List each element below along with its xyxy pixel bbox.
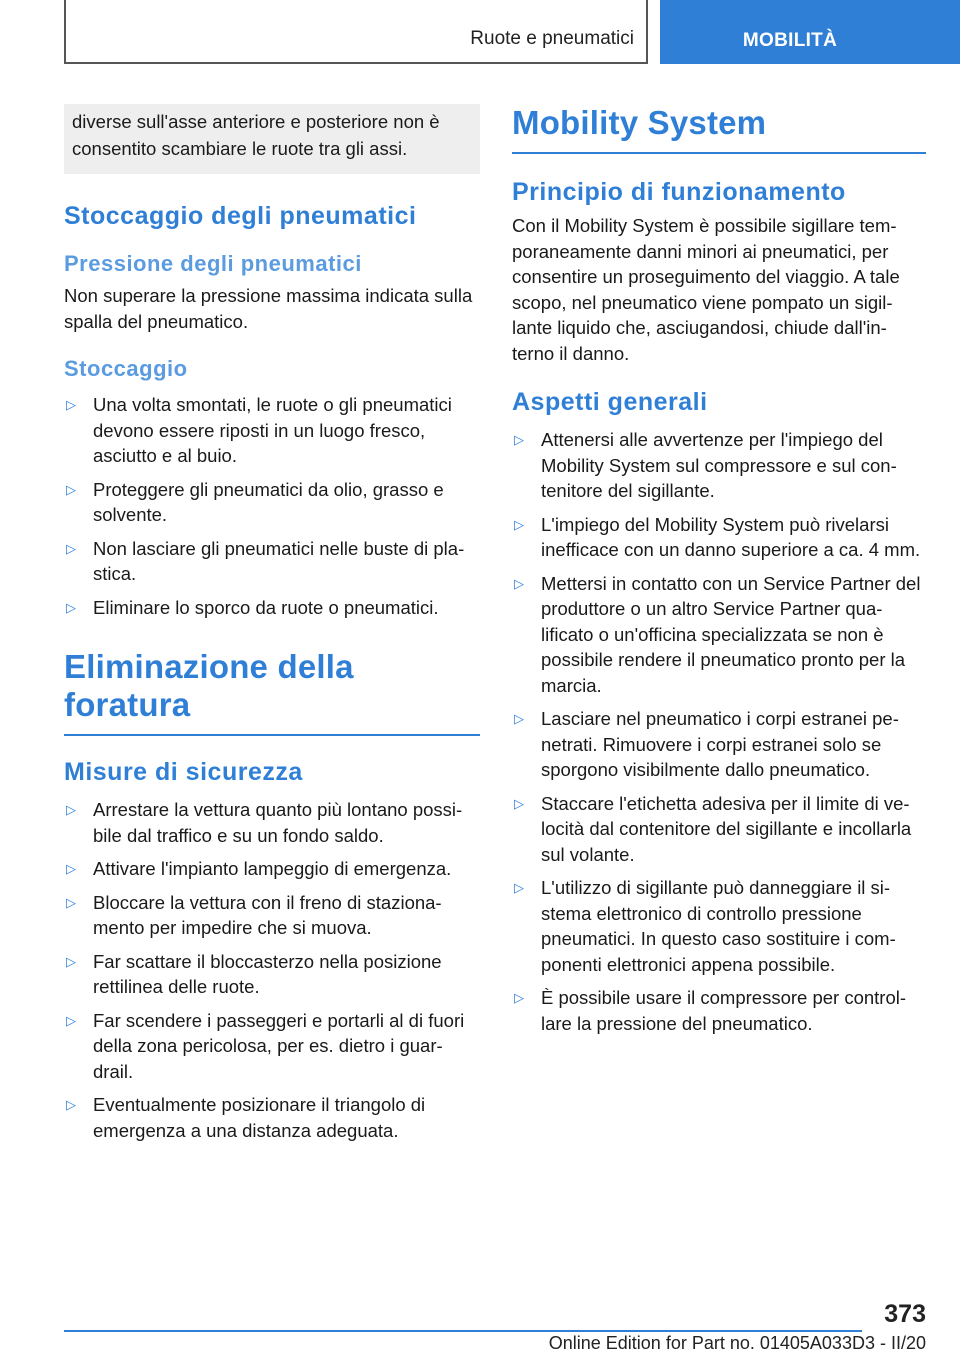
chapter-tab — [660, 0, 960, 64]
note-box — [64, 104, 480, 174]
principle-text: Con il Mobility System è possibile sigillare tem-poraneamente danni minori ai pneumatici, per consentire un proseguimento del viaggio. A tale scopo, nel pneumatico viene pompato un sigil-lante liquido che, asciugandosi, chiude dall'in-terno il danno. — [512, 215, 900, 364]
chapter-tab-label: MOBILITÀ — [742, 30, 838, 51]
list-item: ▷ Attivare l'impianto lampeggio di emergenza. — [64, 856, 480, 882]
header-section-box — [64, 0, 648, 64]
pressure-heading: Pressione degli pneumatici — [64, 251, 362, 276]
triangle-right-icon: ▷ — [66, 1097, 76, 1112]
triangle-right-icon: ▷ — [66, 481, 76, 497]
triangle-right-icon: ▷ — [514, 575, 524, 591]
principle-heading: Principio di funzionamento — [512, 178, 846, 206]
triangle-right-icon: ▷ — [66, 540, 76, 556]
stock-heading: Stoccaggio — [64, 356, 188, 381]
list-item: ▷ L'utilizzo di sigillante può danneggiare il si-stema elettronico di controllo pressione pneumatici. In questo caso sostituire i com-ponenti elettronici appena possibile. — [514, 877, 896, 975]
triangle-right-icon: ▷ — [514, 711, 524, 726]
list-item: ▷ Mettersi in contatto con un Service Partner del produttore o un altro Service Partner qua-lificato o un'officina specializzata se non è possibile rendere il pneumatico pronto per la marcia. — [514, 572, 921, 696]
mobility-heading: Mobility System — [512, 104, 926, 154]
triangle-right-icon: ▷ — [514, 432, 524, 447]
list-item: ▷ Bloccare la vettura con il freno di staziona-mento per impedire che si muova. — [66, 891, 442, 938]
triangle-right-icon: ▷ — [66, 397, 76, 412]
safety-list — [64, 797, 480, 1143]
list-item: ▷ Proteggere gli pneumatici da olio, grasso e solvente. — [66, 478, 444, 525]
triangle-right-icon: ▷ — [66, 894, 76, 910]
note-text: diverse sull'asse anteriore e posteriore non è consentito scambiare le ruote tra gli assi. — [72, 111, 440, 159]
triangle-right-icon: ▷ — [66, 861, 76, 876]
triangle-right-icon: ▷ — [514, 880, 524, 895]
list-item: ▷ Arrestare la vettura quanto più lontano possi-bile dal traffico e su un fondo saldo. — [66, 799, 463, 846]
list-item: ▷ Far scendere i passeggeri e portarli al di fuori della zona pericolosa, per es. dietro i guar-drail. — [66, 1009, 465, 1082]
page-number: 373 — [884, 1300, 926, 1328]
list-item: ▷ L'impiego del Mobility System può rivelarsi inefficace con un danno superiore a ca. 4 mm. — [514, 513, 921, 560]
list-item: ▷ Eventualmente posizionare il triangolo di emergenza a una distanza adeguata. — [66, 1094, 426, 1141]
triangle-right-icon: ▷ — [66, 802, 76, 817]
triangle-right-icon: ▷ — [66, 953, 76, 969]
pressure-text: Non superare la pressione massima indicata sulla spalla del pneumatico. — [64, 285, 473, 332]
triangle-right-icon: ▷ — [66, 1012, 76, 1028]
list-item: ▷ Far scattare il bloccasterzo nella posizione rettilinea delle ruote. — [66, 950, 442, 997]
stock-list — [64, 392, 480, 620]
triangle-right-icon: ▷ — [514, 990, 524, 1005]
triangle-right-icon: ▷ — [66, 599, 76, 615]
list-item: ▷ È possibile usare il compressore per control-lare la pressione del pneumatico. — [514, 987, 907, 1034]
edition-text: Online Edition for Part no. 01405A033D3 - II/20 — [548, 1333, 926, 1353]
general-heading: Aspetti generali — [512, 388, 708, 416]
general-list — [512, 427, 926, 1036]
section-title: Ruote e pneumatici — [470, 28, 634, 49]
list-item: ▷ Una volta smontati, le ruote o gli pneumatici devono essere riposti in un luogo fresco, asciutto e al buio. — [66, 394, 452, 466]
list-item: ▷ Lasciare nel pneumatico i corpi estranei pe-netrati. Rimuovere i corpi estranei solo se sporgono visibilmente dallo pneumatico. — [514, 708, 899, 780]
list-item: ▷ Eliminare lo sporco da ruote o pneumatici. — [64, 595, 480, 621]
footer-rule — [64, 1330, 862, 1332]
left-column — [64, 104, 480, 1151]
right-column — [512, 104, 926, 1044]
storage-heading: Stoccaggio degli pneumatici — [64, 202, 417, 230]
puncture-heading: Eliminazione della foratura — [64, 648, 480, 736]
list-item: ▷ Attenersi alle avvertenze per l'impiego del Mobility System sul compressore e sul con-tenitore del sigillante. — [514, 429, 897, 501]
list-item: ▷ Non lasciare gli pneumatici nelle buste di pla-stica. — [66, 537, 465, 584]
safety-heading: Misure di sicurezza — [64, 758, 303, 786]
triangle-right-icon: ▷ — [514, 516, 524, 532]
triangle-right-icon: ▷ — [514, 795, 524, 811]
list-item: ▷ Staccare l'etichetta adesiva per il limite di ve-locità dal contenitore del sigillante e incollarla sul volante. — [514, 792, 912, 865]
